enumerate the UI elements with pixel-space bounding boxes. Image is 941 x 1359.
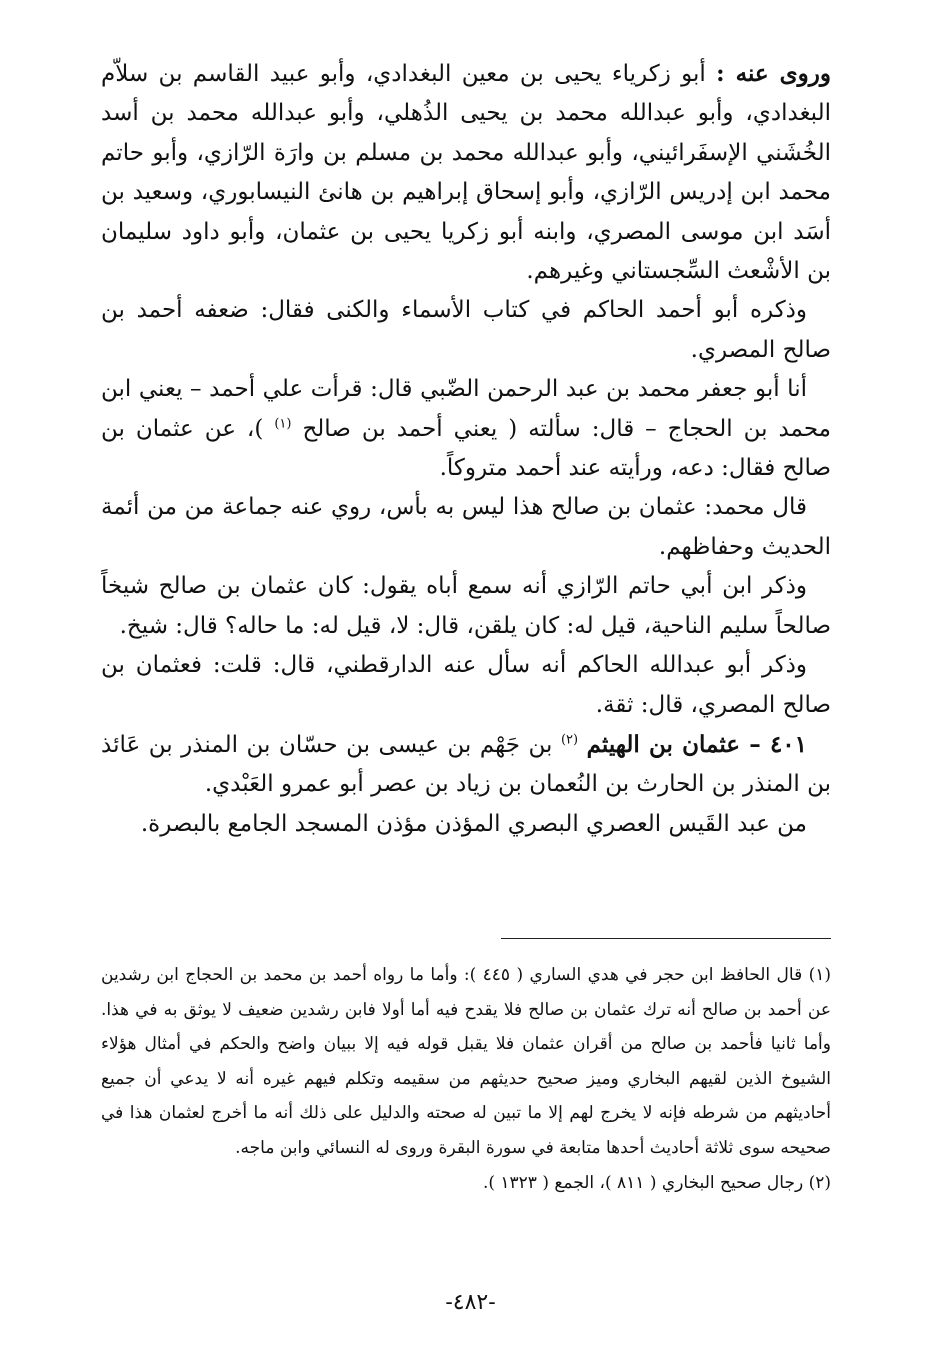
page-number: -٤٨٢- [445,1290,496,1315]
paragraph-isnad [101,370,831,488]
footnote-label: (١) [808,965,832,985]
entry-401 [101,725,831,805]
footnote-ref-1[interactable]: (١) [274,416,292,431]
footnote-text: قال الحافظ ابن حجر في هدي الساري ( ٤٤٥ ): وأما ما رواه أحمد بن محمد بن الحجاج ابن رشدين عن أحمد بن صالح أنه ترك عثمان بن صالح فلا يقدح فيه أما أولا فابن رشدين ضعيف لا يوثق به في هذا. وأما ثانيا فأحمد بن صالح من أقران عثمان فلا يقبل قوله فيه إلا ببيان واضح والحكم في أمثال هؤلاء الشيوخ الذين لقيهم البخاري وميز صحيح حديثهم من سقيمه وتكلم فيهم غيره أنه لا يدعي أن جميع أحاديثهم من شرطه فإنه لا يخرج لهم إلا ما تبين له صحته والدليل على ذلك أنه ما أخرج لعثمان هذا في صحيحه سوى ثلاثة أحاديث أحدها متابعة في سورة البقرة وروى له النسائي وابن ماجه. [101,965,831,1158]
footnote-divider [501,938,831,939]
main-text [101,54,831,844]
paragraph-abi-hatim: وذكر ابن أبي حاتم الرّازي أنه سمع أباه يقول: كان عثمان بن صالح شيخاً صالحاً سليم الناحية، قيل له: كان يلقن، قال: لا، قيل له: ما حاله؟ قال: شيخ. [101,573,831,639]
footnote-2 [101,1166,831,1201]
paragraph-daraqutni: وذكر أبو عبدالله الحاكم أنه سأل عنه الدارقطني، قال: قلت: فعثمان بن صالح المصري، قال: ثقة. [101,652,831,718]
paragraph-hakim: وذكره أبو أحمد الحاكم في كتاب الأسماء والكنى فقال: ضعفه أحمد بن صالح المصري. [101,297,831,363]
entry-heading: ٤٠١ – عثمان بن الهيثم [586,730,808,758]
footnote-1 [101,958,831,1166]
paragraph-text: )، عن عثمان بن صالح فقال: دعه، ورأيته عند أحمد متروكاً. [101,415,831,482]
footnotes [101,958,831,1200]
footnote-label: (٢) [808,1172,831,1193]
paragraph-origin: من عبد القَيس العصري البصري المؤذن مؤذن المسجد الجامع بالبصرة. [140,810,807,837]
paragraph-muhammad: قال محمد: عثمان بن صالح هذا ليس به بأس، روي عنه جماعة من من أئمة الحديث وحفاظهم. [101,494,831,560]
footnote-text: رجال صحيح البخاري ( ٨١١ )، الجمع ( ١٣٢٣ ). [482,1172,804,1193]
entry-text: بن جَهْم بن عيسى بن حسّان بن المنذر بن عَائذ بن المنذر بن الحارث بن النُعمان بن زياد بن عصر أبو عمرو العَبْدي. [101,731,831,798]
paragraph-text: أبو زكرياء يحيى بن معين البغدادي، وأبو عبيد القاسم بن سلاّم البغدادي، وأبو عبدالله محمد بن يحيى الذُهلي، وأبو عبدالله محمد بن أسد الخُشَني الإسفَرائيني، وأبو عبدالله محمد بن مسلم بن وارَة الرّازي، وأبو حاتم محمد ابن إدريس الرّازي، وأبو إسحاق إبراهيم بن هانئ النيسابوري، وسعيد بن أسَد ابن موسى المصري، وابنه أبو زكريا يحيى بن عثمان، وأبو داود سليمان بن الأشْعث السِّجستاني وغيرهم. [101,61,831,285]
paragraph-text: أنا أبو جعفر محمد بن عبد الرحمن الضّبي قال: قرأت علي أحمد – يعني ابن محمد بن الحجاج – قال: سألته ( يعني أحمد بن صالح [101,376,832,442]
paragraph-lead: وروى عنه : [716,60,831,87]
footnote-ref-2[interactable]: (٢) [560,732,579,748]
paragraph-narrators [101,54,831,291]
